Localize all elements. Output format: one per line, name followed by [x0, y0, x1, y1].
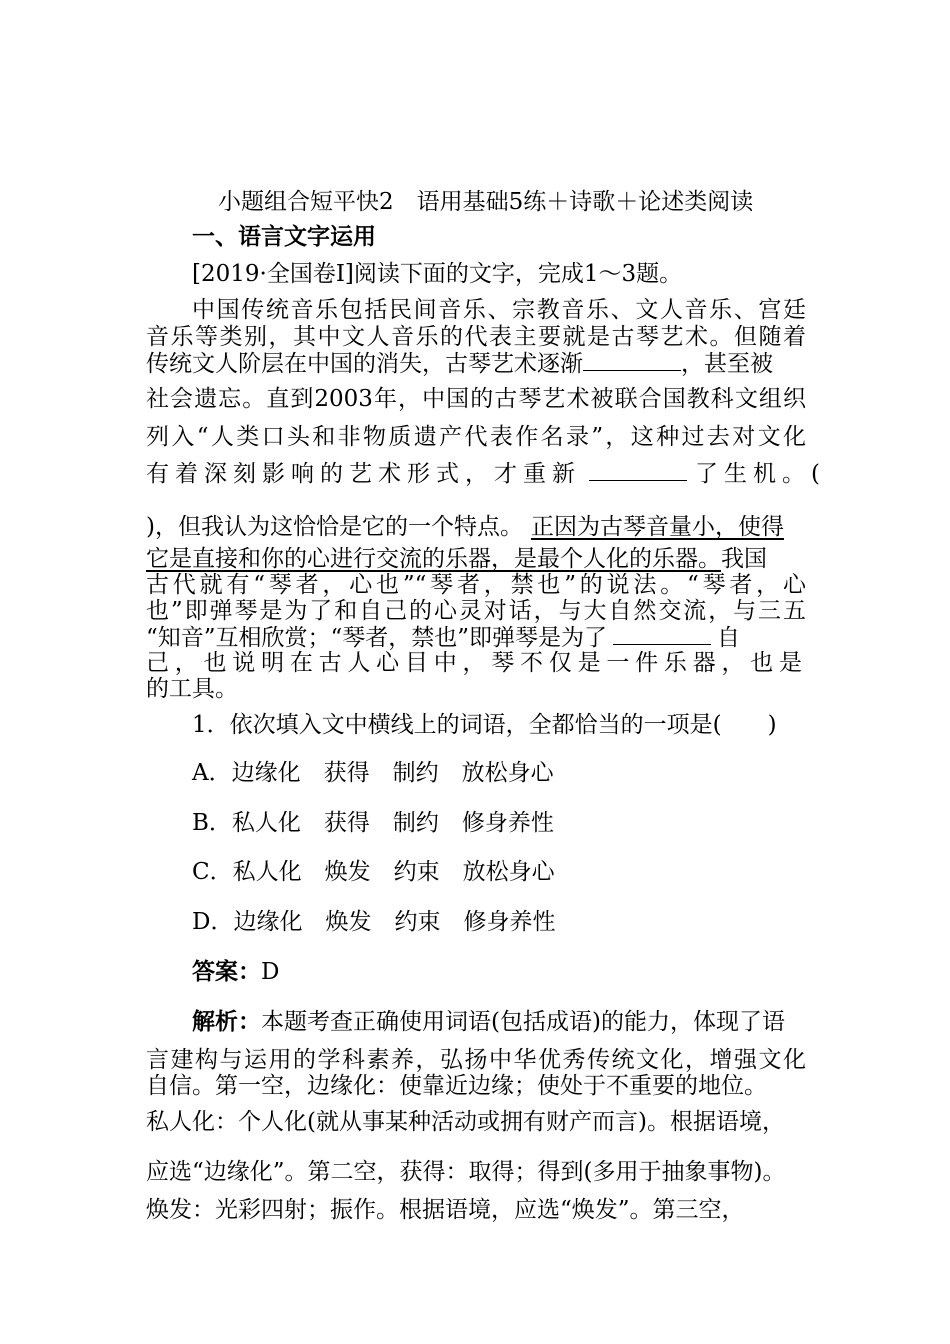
analysis-line-1: [192, 1007, 852, 1037]
underlined-sentence-part-1: 正因为古琴音量小，使得: [530, 514, 784, 540]
passage-line-4: 社会遗忘。直到2003年，中国的古琴艺术被联合国教科文组织: [146, 386, 806, 412]
passage-line-6: [146, 458, 826, 489]
analysis-line-6: 焕发：光彩四射；振作。根据语境，应选“焕发”。第三空，: [146, 1197, 745, 1223]
passage-line-7-text-a: )，但我认为这恰恰是它的一个特点。: [146, 514, 523, 540]
blank-1: [583, 348, 681, 371]
passage-line-13: 的工具。: [146, 676, 238, 702]
passage-line-3: [146, 348, 806, 379]
answer-value: D: [261, 959, 280, 985]
passage-line-7: [146, 512, 806, 542]
blank-3: [613, 622, 711, 645]
section-heading: 一、语言文字运用: [192, 224, 376, 250]
question-stem: 1．依次填入文中横线上的词语，全都恰当的一项是( ): [192, 712, 777, 738]
option-a: A．边缘化 获得 制约 放松身心: [192, 760, 554, 786]
analysis-label: 解析：: [192, 1009, 261, 1035]
answer-label: 答案：: [192, 959, 261, 985]
analysis-line-3: 自信。第一空，边缘化：使靠近边缘；使处于不重要的地位。: [146, 1073, 767, 1099]
answer-line: [192, 957, 852, 987]
passage-line-9: 古代就有“琴者，心也”“琴者，禁也”的说法。“琴者，心: [146, 572, 806, 598]
analysis-line-1-text: 本题考查正确使用词语(包括成语)的能力，体现了语: [261, 1009, 785, 1035]
passage-line-6-text-a: 有着深刻影响的艺术形式，才重新: [146, 461, 581, 487]
passage-line-2: 音乐等类别，其中文人音乐的代表主要就是古琴艺术。但随着: [146, 324, 806, 350]
passage-line-3-text-a: 传统文人阶层在中国的消失，古琴艺术逐渐: [146, 351, 583, 377]
analysis-line-2: 言建构与运用的学科素养，弘扬中华优秀传统文化，增强文化: [146, 1047, 806, 1073]
passage-line-1: 中国传统音乐包括民间音乐、宗教音乐、文人音乐、宫廷: [192, 297, 806, 323]
option-c: C．私人化 焕发 约束 放松身心: [192, 859, 555, 885]
passage-line-12: 己，也说明在古人心目中，琴不仅是一件乐器，也是: [146, 650, 806, 676]
passage-line-11-text-b: 自: [717, 625, 741, 651]
source-line: [2019·全国卷Ⅰ]阅读下面的文字，完成1～3题。: [192, 261, 683, 287]
page-title: 小题组合短平快2 语用基础5练＋诗歌＋论述类阅读: [218, 189, 754, 215]
analysis-line-4: 私人化：个人化(就从事某种活动或拥有财产而言)。根据语境，: [146, 1109, 785, 1135]
passage-line-8-text-b: 我国: [721, 546, 767, 572]
passage-line-11-text-a: “知音”互相欣赏；“琴者，禁也”即弹琴是为了: [146, 625, 608, 651]
option-b: B．私人化 获得 制约 修身养性: [192, 810, 554, 836]
option-d: D．边缘化 焕发 约束 修身养性: [192, 909, 556, 935]
passage-line-10: 也”即弹琴是为了和自己的心灵对话，与大自然交流，与三五: [146, 598, 806, 624]
passage-line-5: 列入“人类口头和非物质遗产代表作名录”，这种过去对文化: [146, 424, 806, 450]
blank-2: [589, 458, 687, 481]
underlined-sentence-part-2: 它是直接和你的心进行交流的乐器，是最个人化的乐器。: [146, 546, 721, 572]
analysis-line-5: 应选“边缘化”。第二空，获得：取得；得到(多用于抽象事物)。: [146, 1159, 786, 1185]
passage-line-6-text-b: 了生机。(: [695, 461, 826, 487]
passage-line-3-text-b: ，甚至被: [681, 351, 773, 377]
